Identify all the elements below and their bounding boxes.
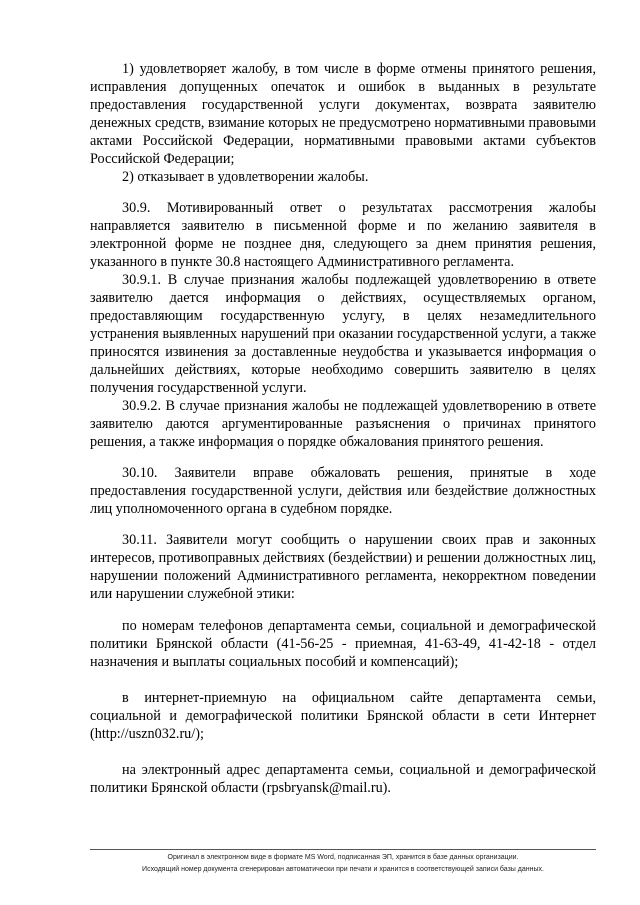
footer-line-1: Оригинал в электронном виде в формате MS Word, подписанная ЭП, хранится в базе данных организации. [167,854,519,861]
footer-divider [90,849,596,850]
paragraph-30-9-1: 30.9.1. В случае признания жалобы подлежащей удовлетворению в ответе заявителю дается информация о действиях, осуществляемых органом, предоставляющим государственную услугу, в целях незамедлительного устранения выявленных нарушений при оказании государственной услуги, а также приносятся извинения за доставленные неудобства и указывается информация о дальнейших действиях, которые необходимо совершить заявителю в целях получения государственной услуги. [90,272,596,396]
paragraph-internet-reception: в интернет-приемную на официальном сайте департамента семьи, социальной и демографической политики Брянской области в сети Интернет (http://uszn032.ru/); [90,690,596,742]
paragraph-30-9-2: 30.9.2. В случае признания жалобы не подлежащей удовлетворению в ответе заявителю даются аргументированные разъяснения о причинах принятого решения, а также информация о порядке обжалования принятого решения. [90,398,596,450]
paragraph-30-9: 30.9. Мотивированный ответ о результатах рассмотрения жалобы направляется заявителю в письменной форме и по желанию заявителя в электронной форме не позднее дня, следующего за днем принятия решения, указанного в пункте 30.8 настоящего Административного регламента. [90,200,596,270]
footer-line-2: Исходящий номер документа сгенерирован автоматически при печати и хранится в соответствующей записи базы данных. [142,866,544,873]
paragraph-30-11: 30.11. Заявители могут сообщить о нарушении своих прав и законных интересов, противоправных действиях (бездействии) и решении должностных лиц, нарушении положений Административного регламента, некорректном поведении или нарушении служебной этики: [90,532,596,602]
page-footer [70,852,616,876]
paragraph-phones: по номерам телефонов департамента семьи, социальной и демографической политики Брянской области (41-56-25 - приемная, 41-63-49, 41-42-18 - отдел назначения и выплаты социальных пособий и компенсаций); [90,618,596,670]
paragraph-1: 1) удовлетворяет жалобу, в том числе в форме отмены принятого решения, исправления допущенных опечаток и ошибок в выданных в результате предоставления государственной услуги документах, возврата заявителю денежных средств, взимание которых не предусмотрено нормативными правовыми актами Российской Федерации, нормативными правовыми актами субъектов Российской Федерации; [90,61,596,167]
document-body [90,60,596,797]
paragraph-2: 2) отказывает в удовлетворении жалобы. [122,169,369,185]
paragraph-30-10: 30.10. Заявители вправе обжаловать решения, принятые в ходе предоставления государственной услуги, действия или бездействие должностных лиц уполномоченного органа в судебном порядке. [90,465,596,517]
paragraph-email: на электронный адрес департамента семьи, социальной и демографической политики Брянской области (rpsbryansk@mail.ru). [90,762,596,796]
